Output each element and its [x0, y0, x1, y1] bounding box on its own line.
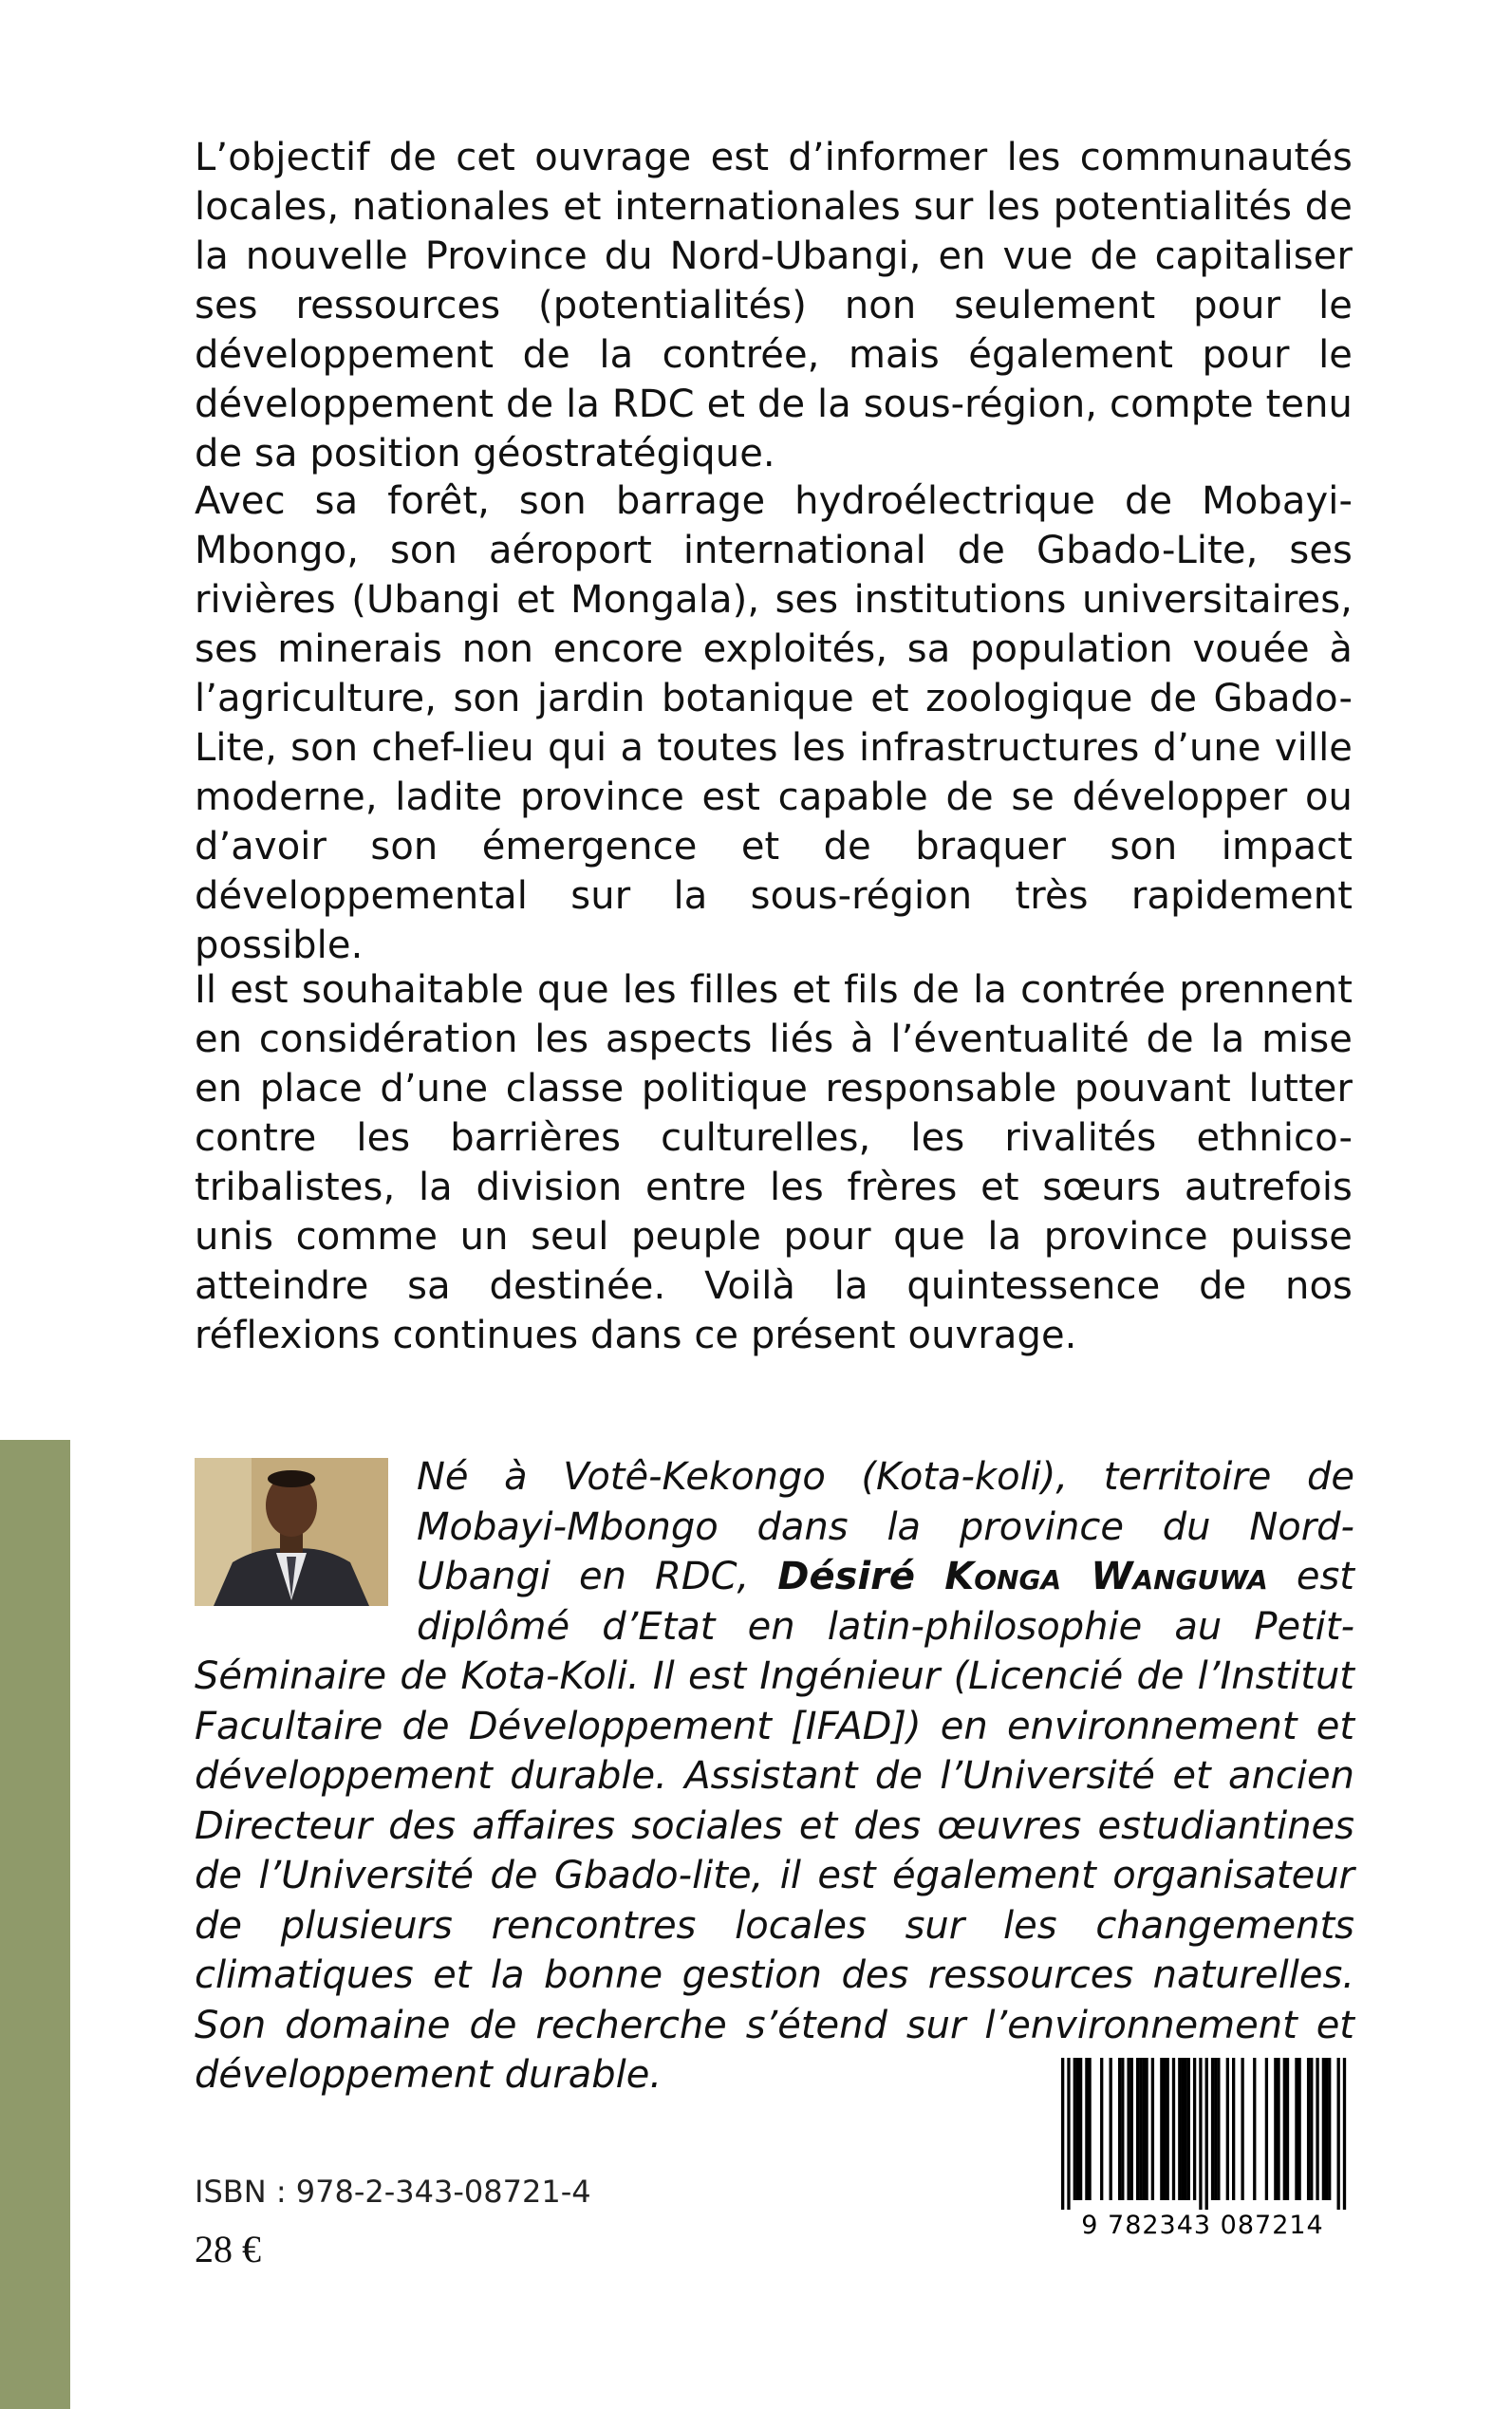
barcode-bar [1295, 2058, 1297, 2200]
barcode-bar [1136, 2058, 1139, 2200]
summary-paragraph-3: Il est souhaitable que les filles et fils de la contrée prennent en considération les aspects liés à l’éventualité de la mise en place d’une classe politique responsable pouvant lutter contre les barrières culturelles, les rivalités ethnico-tribalistes, la division entre les frères et sœurs autrefois unis comme un seul peuple pour que la province puisse atteindre sa destinée. Voilà la quintessence de nos réflexions continues dans ce présent ouvrage. [195, 968, 1353, 1357]
barcode-bar [1274, 2058, 1277, 2200]
barcode-bar [1079, 2058, 1082, 2200]
bio-rest-text: est diplômé d’Etat en latin-philosophie au Petit-Séminaire de Kota-Koli. Il est Ingénieur (Licencié de l’Institut Facultaire de Développement [IFAD]) en environnement et développement durable. Assistant de l’Université et ancien Directeur des affaires sociales et des œuvres estudiantines de l’Université de Gbado-lite, il est également organisateur de plusieurs rencontres locales sur les changements climatiques et la bonne gestion des ressources naturelles. Son domaine de recherche s’étend sur l’environnement et développement durable. [195, 1555, 1354, 2097]
barcode-bar [1076, 2058, 1079, 2200]
barcode-bar [1130, 2058, 1133, 2200]
barcode-bar [1061, 2058, 1064, 2210]
barcode-bar [1205, 2058, 1208, 2210]
barcode-bar [1193, 2058, 1196, 2200]
barcode-bar [1286, 2058, 1289, 2200]
barcode-bar [1199, 2058, 1202, 2210]
barcode-bar [1316, 2058, 1318, 2200]
barcode-bar [1167, 2058, 1169, 2200]
barcode-bar [1325, 2058, 1328, 2200]
barcode-bar [1310, 2058, 1313, 2200]
barcode-bar [1139, 2058, 1142, 2200]
barcode-bar [1217, 2058, 1220, 2200]
barcode-bar [1160, 2058, 1163, 2200]
summary-paragraph-1: L’objectif de cet ouvrage est d’informer les communautés locales, nationales et internationales sur les potentialités de la nouvelle Province du Nord-Ubangi, en vue de capitaliser ses ressources (potentialités) non seulement pour le développement de la contrée, mais également pour le développement de la RDC et de la sous-région, compte tenu de sa position géostratégique. [195, 136, 1353, 476]
barcode-bar [1142, 2058, 1145, 2200]
barcode-bar [1088, 2058, 1091, 2200]
barcode-bar [1322, 2058, 1325, 2200]
bio-intro-text: Né à Votê-Kekongo (Kota-koli), territoire de Mobayi-Mbongo dans la province du Nord-Ubangi en RDC, [417, 1455, 1354, 1598]
decorative-side-strip [0, 1440, 70, 2409]
author-name [777, 1555, 1268, 1598]
barcode-bar [1121, 2058, 1124, 2200]
author-first-name: Désiré [777, 1555, 915, 1598]
barcode-bar [1265, 2058, 1268, 2200]
barcode-bar [1343, 2058, 1346, 2210]
author-portrait-image [195, 1458, 388, 1606]
barcode-bar [1085, 2058, 1088, 2200]
barcode-bar [1163, 2058, 1166, 2200]
barcode-bar [1214, 2058, 1217, 2200]
barcode-bar [1241, 2058, 1243, 2200]
barcode-bar [1172, 2058, 1175, 2200]
barcode-bar [1181, 2058, 1184, 2200]
author-biography [195, 1452, 1354, 2101]
barcode-digits: 9 782343 087214 [1081, 2211, 1324, 2238]
barcode-bar [1118, 2058, 1121, 2200]
barcode-bar [1211, 2058, 1214, 2200]
barcode-icon [1054, 2058, 1353, 2238]
barcode-bar [1184, 2058, 1186, 2200]
barcode-bar [1253, 2058, 1256, 2200]
summary-paragraph-2: Avec sa forêt, son barrage hydroélectrique de Mobayi-Mbongo, son aéroport international de Gbado-Lite, ses rivières (Ubangi et Mongala), ses institutions universitaires, ses minerais non encore exploités, sa population vouée à l’agriculture, son jardin botanique et zoologique de Gbado-Lite, son chef-lieu qui a toutes les infrastructures d’une ville moderne, ladite province est capable de se développer ou d’avoir son émergence et de braquer son impact développemental sur la sous-région très rapidement possible. [195, 479, 1353, 967]
barcode-bar [1297, 2058, 1300, 2200]
price-label: 28 € [195, 2228, 261, 2270]
barcode-bar [1283, 2058, 1286, 2200]
barcode-bar [1277, 2058, 1279, 2200]
barcode-bar [1337, 2058, 1340, 2210]
barcode-bar [1073, 2058, 1076, 2200]
barcode-bar [1307, 2058, 1310, 2200]
barcode-bar [1110, 2058, 1112, 2200]
barcode-bar [1178, 2058, 1181, 2200]
barcode-bar [1127, 2058, 1129, 2200]
barcode-bar [1145, 2058, 1148, 2200]
isbn-label: ISBN : 978-2-343-08721-4 [195, 2174, 591, 2210]
barcode-bar [1328, 2058, 1331, 2200]
barcode-bar [1100, 2058, 1103, 2200]
barcode-bar [1232, 2058, 1235, 2200]
author-last-name: Konga Wanguwa [944, 1555, 1268, 1598]
barcode-bar [1226, 2058, 1229, 2200]
barcode-bar [1187, 2058, 1190, 2200]
barcode-bar [1067, 2058, 1070, 2210]
barcode-bar [1151, 2058, 1154, 2200]
author-photo [195, 1458, 388, 1606]
